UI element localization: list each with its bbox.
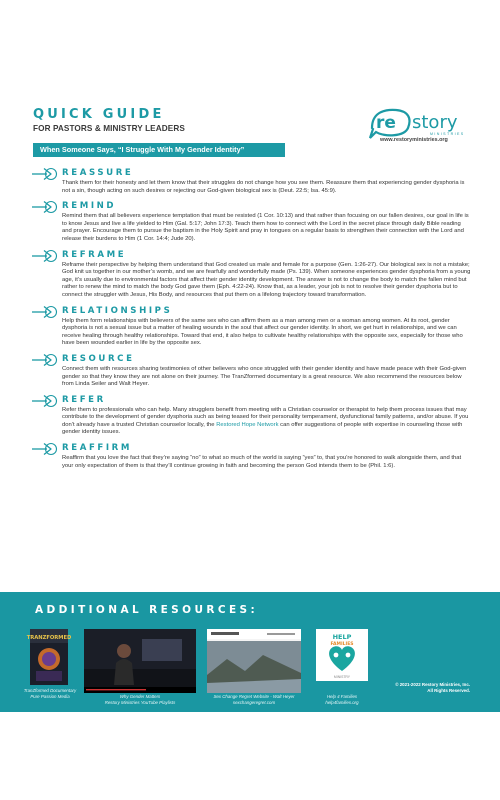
caption-line-1: Why Gender Matters — [119, 694, 161, 699]
tranzformed-poster[interactable] — [26, 629, 72, 685]
caption-why-gender-matters — [86, 694, 194, 705]
help4families-logo-image — [316, 629, 368, 681]
website-screenshot — [207, 629, 301, 693]
caption-line-1: Sex Change Regret Website - Walt Heyer — [213, 694, 295, 699]
logo-story: story — [412, 112, 458, 133]
copyright-line-1: © 2021-2022 Restory Ministries, Inc. — [395, 682, 470, 687]
section-relationships — [32, 304, 472, 348]
guide-sections — [32, 166, 472, 474]
section-body: Remind them that all believers experience temptation that must be resisted (1 Cor. 10:13) and that rather than focusing on our fallen desires, our goal in life is to know Jesus and live a life yielded to Him (Gal. 5:17; John 17:3). Teach them how to connect with the Lord in the secret place through daily Bible reading and prayer. Encourage them to pursue the baptism in the Holy Spirit and pray in tongues on a regular basis to strengthen their connection with the Lord and release their burdens to Him (1 Cor. 14:4; Jude 20). — [62, 213, 469, 242]
sex-change-regret-website[interactable] — [207, 629, 301, 693]
arrow-icon — [32, 167, 56, 181]
section-reaffirm — [32, 441, 472, 470]
guide-title: QUICK GUIDE — [33, 107, 165, 122]
poster-title: TRANZFORMED — [26, 635, 72, 641]
tranzformed-poster-image — [26, 629, 72, 685]
section-reassure — [32, 166, 472, 195]
section-remind — [32, 199, 472, 243]
logo-families: FAMILIES — [330, 642, 354, 647]
guide-subtitle: FOR PASTORS & MINISTRY LEADERS — [33, 124, 185, 133]
additional-resources-panel — [0, 592, 500, 712]
logo-ministry: MINISTRY — [333, 675, 351, 679]
section-refer — [32, 393, 472, 437]
section-heading: RESOURCE — [62, 353, 135, 364]
website-url[interactable]: www.restoryministries.org — [380, 137, 448, 143]
logo-help: HELP — [332, 633, 352, 641]
topic-banner: When Someone Says, “I Struggle With My Gender Identity” — [33, 143, 285, 157]
section-body — [62, 407, 472, 437]
section-reframe — [32, 248, 472, 300]
section-body: Reframe their perspective by helping them understand that God created us male and female for a purpose (Gen. 1:26-27). Our biological sex is not a mistake; God knit us together in our mother’s womb, and we are fearfully and wonderfully made (Ps. 139). When someone experiences gender dysphoria from a young age, it’s usually due to environmental factors that affect their gender identity development. The answer is not to change the body to match the fallen mind but rather to renew the mind to match the body God gave them (Eph. 4:22-24). Know that, as a leader, your job is not to resolve their gender dysphoria but to connect the struggler with Jesus, His Body, and resources that put them on a lifelong trajectory toward transformation. — [62, 261, 471, 298]
caption-help4families — [306, 694, 378, 705]
arrow-icon — [32, 442, 56, 456]
resources-title: ADDITIONAL RESOURCES: — [35, 604, 259, 616]
video-thumbnail — [84, 629, 196, 693]
section-heading: REFRAME — [62, 249, 127, 260]
caption-sex-change-regret — [204, 694, 304, 705]
section-heading: RELATIONSHIPS — [62, 305, 173, 316]
arrow-icon — [32, 305, 56, 319]
arrow-icon — [32, 394, 56, 408]
copyright — [386, 682, 470, 693]
section-heading: REASSURE — [62, 168, 134, 178]
logo-re: re — [376, 113, 396, 133]
caption-tranzformed — [14, 688, 86, 699]
refer-text-before: Refer them to professionals who can help. Many strugglers benefit from meeting with a Christian counselor or therapist to help them process issues that may contribute to the development of gender dysphoria such as being teased for their personality temperament, dysfunctional family patterns, and/or abuse. If you don’t already have a trusted Christian counselor locally, the — [62, 406, 469, 428]
arrow-icon — [32, 200, 56, 214]
section-body: Help them form relationships with believers of the same sex who can affirm them as a man among men or a woman among women. At its root, gender dysphoria is not a sexual issue but a matter of healing wounds in the soul that affect our gender identity. In short, we get hurt in relationships, and we can receive healing through healthy relationships. Toward that end, it also helps to cultivate healthy relationships with the opposite sex, especially for those who have been wounded earlier in life by the opposite sex. — [62, 317, 463, 347]
caption-line-1: TranZformed Documentary — [23, 688, 77, 693]
section-heading: REMIND — [62, 201, 117, 212]
caption-line-2: sexchangeregret.com — [232, 699, 276, 705]
arrow-icon — [32, 249, 56, 263]
caption-line-2: Restory Ministries YouTube Playlists — [104, 699, 176, 705]
logo-ministries: MINISTRIES — [430, 132, 465, 136]
caption-line-2: help4families.org — [325, 699, 359, 705]
section-body: Connect them with resources sharing testimonies of other believers who once struggled with their gender identity and have made peace with their God-given gender so that they know they are not alone on their journey. The TranZformed documentary is a great resource. We also recommend the resources below from Linda Seiler and Walt Heyer. — [62, 365, 467, 388]
section-body: Thank them for their honesty and let them know that their struggles do not change how you see them. Reassure them that experiencing gender dysphoria is not a sin, though acting on such desires or rejecting our God-given biological sex is (Deut. 22:5; Isa. 45:9). — [62, 180, 465, 194]
section-heading: REFER — [62, 394, 106, 405]
copyright-line-2: All Rights Reserved. — [427, 687, 470, 693]
caption-line-1: Help 4 Families — [326, 694, 358, 699]
section-body: Reaffirm that you love the fact that they’re saying “no” to what so much of the world is saying “yes” to, that you’re honored to walk alongside them, and that your only expectation of them is that they’ll continue growing in faith and becoming the person God intends them to be (Phil. 1:6). — [62, 455, 462, 469]
caption-line-2: Pure Passion Media — [30, 693, 70, 699]
help4families-logo[interactable] — [316, 629, 368, 681]
arrow-icon — [32, 353, 56, 367]
section-resource — [32, 352, 472, 389]
restory-logo-mark — [368, 106, 464, 140]
refer-text-after: can offer suggestions of people with expertise in counseling those with gender identity issues. — [62, 421, 463, 436]
why-gender-matters-video[interactable] — [84, 629, 196, 693]
section-heading: REAFFIRM — [62, 443, 133, 454]
restored-hope-link[interactable]: Restored Hope Network — [216, 421, 279, 428]
